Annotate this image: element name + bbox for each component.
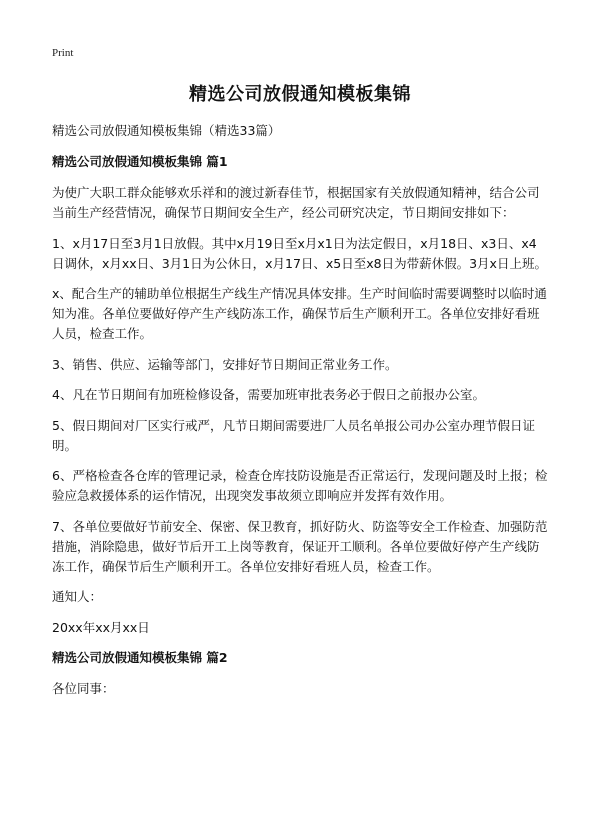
paragraph: 4、凡在节日期间有加班检修设备，需要加班审批表务必于假日之前报办公室。 bbox=[52, 387, 485, 402]
paragraph: x、配合生产的辅助单位根据生产线生产情况具体安排。生产时间临时需要调整时以临时通知为准。各单位要做好停产生产线防冻工作，确保节后生产顺利开工。各单位安排好看班人员，检查工作。 bbox=[52, 286, 547, 341]
document-body bbox=[52, 121, 548, 710]
section-heading-1: 精选公司放假通知模板集锦 篇1 bbox=[52, 154, 228, 169]
document-subtitle: 精选公司放假通知模板集锦（精选33篇） bbox=[52, 123, 281, 138]
paragraph: 7、各单位要做好节前安全、保密、保卫教育，抓好防火、防盗等安全工作检查、加强防范措施，消除隐患，做好节后开工上岗等教育，保证开工顺利。各单位要做好停产生产线防冻工作，确保节后生产顺利开工。各单位安排好看班人员，检查工作。 bbox=[52, 518, 548, 574]
section-heading-2: 精选公司放假通知模板集锦 篇2 bbox=[52, 650, 228, 665]
greeting: 各位同事： bbox=[52, 681, 115, 696]
print-label: Print bbox=[52, 47, 74, 59]
paragraph: 5、假日期间对厂区实行戒严，凡节日期间需要进厂人员名单报公司办公室办理节假日证明。 bbox=[52, 417, 535, 453]
paragraph: 1、x月17日至3月1日放假。其中x月19日至x月x1日为法定假日，x月18日、x3日、x4日调休，x月xx日、3月1日为公休日，x月17日、x5日至x8日为带薪休假。3月x日上班。 bbox=[52, 235, 547, 271]
page-title: 精选公司放假通知模板集锦 bbox=[189, 84, 411, 105]
notice-date: 20xx年xx月xx日 bbox=[52, 619, 150, 635]
paragraph: 3、销售、供应、运输等部门，安排好节日期间正常业务工作。 bbox=[52, 356, 398, 372]
paragraph: 为使广大职工群众能够欢乐祥和的渡过新春佳节，根据国家有关放假通知精神，结合公司当前生产经营情况，确保节日期间安全生产，经公司研究决定，节日期间安排如下： bbox=[52, 185, 540, 220]
paragraph: 6、严格检查各仓库的管理记录，检查仓库技防设施是否正常运行，发现问题及时上报；检验应急救援体系的运作情况，出现突发事故须立即响应并发挥有效作用。 bbox=[52, 468, 548, 503]
notifier-label: 通知人： bbox=[52, 589, 103, 604]
